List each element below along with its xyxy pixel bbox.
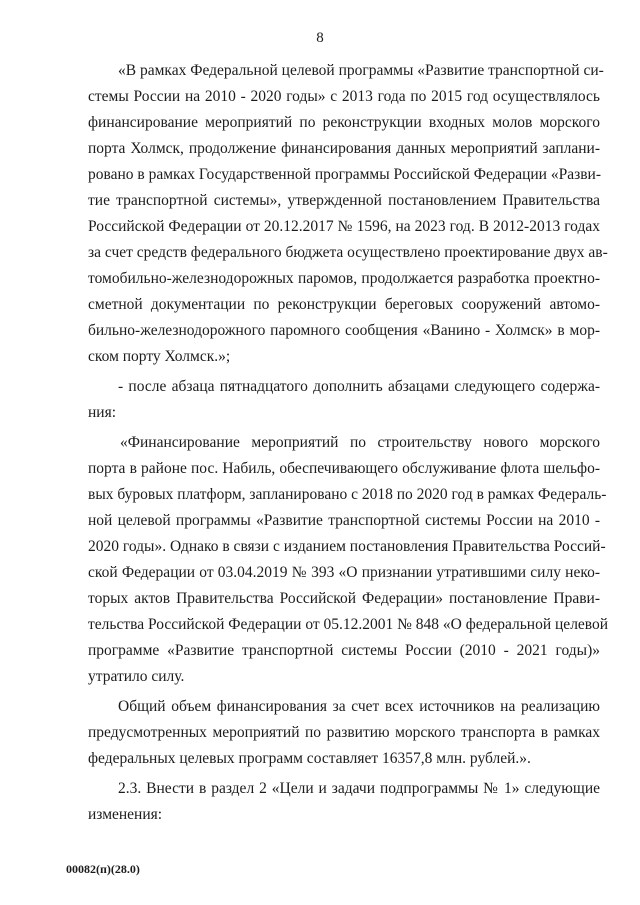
text-line: «В рамках Федеральной целевой программы «Развитие транспортной си- xyxy=(118,62,604,79)
text-line: порта Холмск, продолжение финансирования данных мероприятий заплани- xyxy=(88,140,600,157)
text-line: 2020 годы». Однако в связи с изданием постановления Правительства Россий- xyxy=(88,538,606,555)
text-line: Общий объем финансирования за счет всех источников на реализацию xyxy=(118,698,600,715)
text-line: ском порту Холмск.»; xyxy=(88,348,231,365)
text-line: ровано в рамках Государственной программы Российской Федерации «Разви- xyxy=(88,166,601,183)
text-line: утратило силу. xyxy=(88,668,185,685)
text-line: томобильно-железнодорожных паромов, продолжается разработка проектно- xyxy=(88,270,600,287)
text-line: изменения: xyxy=(88,806,163,823)
text-line: стемы России на 2010 - 2020 годы» с 2013 года по 2015 год осуществлялось xyxy=(88,88,600,105)
text-line: финансирование мероприятий по реконструкции входных молов морского xyxy=(88,114,600,131)
text-line: ской Федерации от 03.04.2019 № 393 «О признании утратившими силу неко- xyxy=(88,564,600,581)
text-line: предусмотренных мероприятий по развитию морского транспорта в рамках xyxy=(88,724,600,741)
text-line: тие транспортной системы», утвержденной постановлением Правительства xyxy=(88,192,600,209)
text-line: «Финансирование мероприятий по строительству нового морского xyxy=(120,434,600,451)
text-line: за счет средств федерального бюджета осуществлено проектирование двух ав- xyxy=(88,244,608,261)
text-line: Российской Федерации от 20.12.2017 № 1596, на 2023 год. В 2012-2013 годах xyxy=(88,218,600,235)
text-line: программе «Развитие транспортной системы России (2010 - 2021 годы)» xyxy=(88,642,600,659)
page-number: 8 xyxy=(316,30,324,46)
footer-code: 00082(п)(28.0) xyxy=(66,862,140,876)
text-line: тельства Российской Федерации от 05.12.2001 № 848 «О федеральной целевой xyxy=(88,616,609,633)
text-line: порта в районе пос. Набиль, обеспечивающего обслуживание флота шельфо- xyxy=(88,460,600,477)
text-line: сметной документации по реконструкции береговых сооружений автомо- xyxy=(88,296,600,313)
text-line: - после абзаца пятнадцатого дополнить абзацами следующего содержа- xyxy=(118,378,600,395)
text-line: федеральных целевых программ составляет 16357,8 млн. рублей.». xyxy=(88,750,531,767)
text-line: ной целевой программы «Развитие транспортной системы России на 2010 - xyxy=(88,512,600,529)
text-line: бильно-железнодорожного паромного сообщения «Ванино - Холмск» в мор- xyxy=(88,322,600,339)
text-line: торых актов Правительства Российской Федерации» постановление Прави- xyxy=(88,590,600,607)
text-line: 2.3. Внести в раздел 2 «Цели и задачи подпрограммы № 1» следующие xyxy=(118,780,600,797)
text-line: вых буровых платформ, запланировано с 2018 по 2020 год в рамках Федераль- xyxy=(88,486,607,503)
text-line: ния: xyxy=(88,404,117,421)
